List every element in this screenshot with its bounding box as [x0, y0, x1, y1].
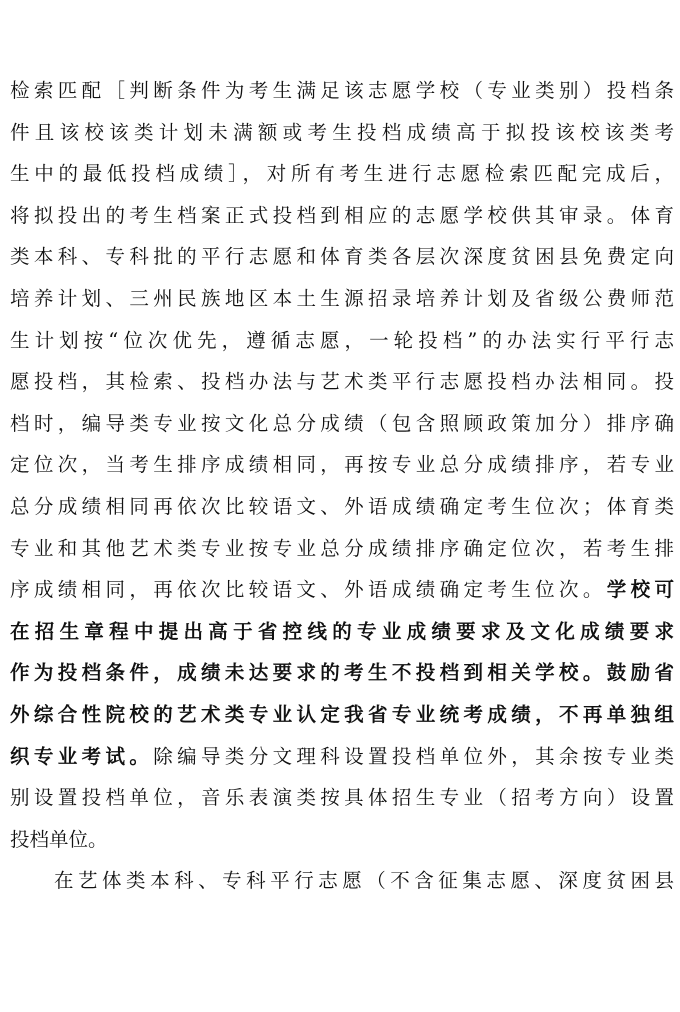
text-line: [10, 694, 674, 736]
text-segment: 检索匹配［判断条件为考生满足该志愿学校（专业类别）投档条: [10, 79, 674, 102]
text-line: [10, 777, 674, 819]
text-line: [10, 112, 674, 154]
text-line: [10, 611, 674, 653]
text-line: [10, 195, 674, 237]
text-segment: 除编导类分文理科设置投档单位外，其余按专业类: [153, 744, 674, 768]
text-segment: 在艺体类本科、专科平行志愿（不含征集志愿、深度贫困县: [54, 869, 674, 893]
text-line: [10, 860, 674, 902]
text-segment: 培养计划、三州民族地区本土生源招录培养计划及省级公费师范: [10, 286, 674, 310]
text-line: [10, 652, 674, 694]
bold-text-segment: 学校可: [606, 578, 674, 602]
bold-text-segment: 织专业考试。: [10, 744, 154, 768]
text-line: [10, 361, 674, 403]
text-line: [10, 569, 674, 611]
text-line: [10, 70, 674, 112]
text-line: [10, 819, 674, 861]
text-line: [10, 528, 674, 570]
text-segment: 定位次，当考生排序成绩相同，再按专业总分成绩排序，若专业: [10, 453, 674, 477]
text-segment: 专业和其他艺术类专业按专业总分成绩排序确定位次，若考生排: [10, 536, 674, 560]
text-line: [10, 236, 674, 278]
text-line: [10, 403, 674, 445]
text-segment: 投档单位。: [10, 827, 108, 851]
text-line: [10, 486, 674, 528]
bold-text-segment: 外综合性院校的艺术类专业认定我省专业统考成绩，不再单独组: [10, 702, 674, 726]
text-line: [10, 278, 674, 320]
text-segment: 生计划按“位次优先，遵循志愿，一轮投档”的办法实行平行志: [10, 328, 674, 352]
text-segment: 别设置投档单位，音乐表演类按具体招生专业（招考方向）设置: [10, 786, 674, 810]
text-segment: 生中的最低投档成绩］，对所有考生进行志愿检索匹配完成后，: [10, 162, 674, 186]
text-segment: 档时，编导类专业按文化总分成绩（包含照顾政策加分）排序确: [10, 411, 674, 435]
text-line: [10, 444, 674, 486]
text-line: [10, 320, 674, 362]
bold-text-segment: 在招生章程中提出高于省控线的专业成绩要求及文化成绩要求: [10, 619, 674, 643]
text-segment: 件且该校该类计划未满额或考生投档成绩高于拟投该校该类考: [10, 120, 674, 144]
text-line: [10, 736, 674, 778]
text-segment: 将拟投出的考生档案正式投档到相应的志愿学校供其审录。体育: [10, 203, 674, 227]
text-segment: 序成绩相同，再依次比较语文、外语成绩确定考生位次。: [10, 578, 607, 602]
document-body: [10, 70, 674, 902]
text-line: [10, 153, 674, 195]
text-segment: 总分成绩相同再依次比较语文、外语成绩确定考生位次；体育类: [10, 494, 674, 518]
text-segment: 愿投档，其检索、投档办法与艺术类平行志愿投档办法相同。投: [10, 370, 674, 394]
text-segment: 类本科、专科批的平行志愿和体育类各层次深度贫困县免费定向: [10, 245, 674, 269]
bold-text-segment: 作为投档条件，成绩未达要求的考生不投档到相关学校。鼓励省: [10, 661, 674, 685]
